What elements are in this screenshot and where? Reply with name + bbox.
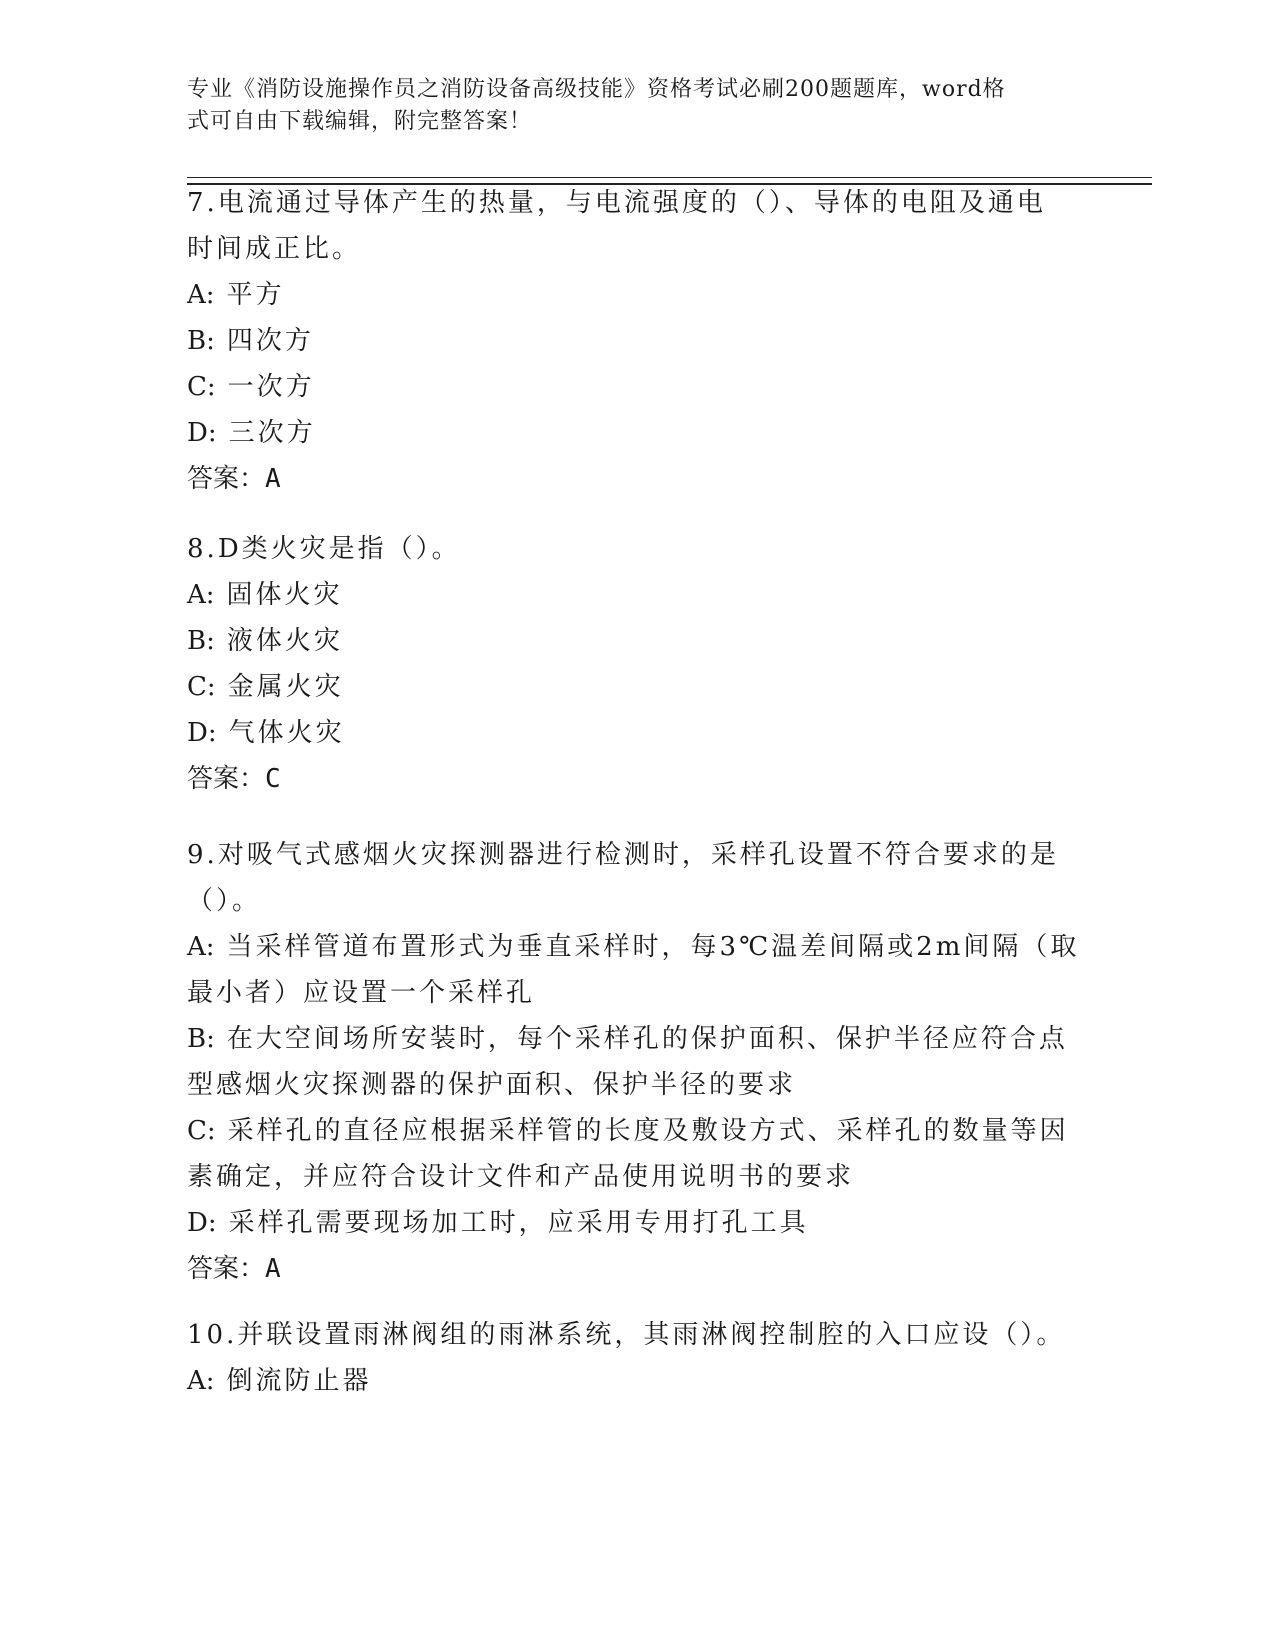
- option-text: 四次方: [226, 326, 314, 356]
- option-text-line-1: 在大空间场所安装时，每个采样孔的保护面积、保护半径应符合点: [226, 1024, 1068, 1054]
- question-text-line-1: 电流通过导体产生的热量，与电流强度的（）、导体的电阻及通电: [217, 188, 1046, 218]
- option-c: C: 一次方: [187, 372, 315, 402]
- answer-label: 答案：: [187, 1254, 266, 1284]
- answer-line: [187, 456, 1087, 502]
- question-text-line-1: 对吸气式感烟火灾探测器进行检测时，采样孔设置不符合要求的是: [217, 840, 1059, 870]
- question-10: [187, 1312, 1087, 1404]
- question-number: 9.: [187, 840, 218, 870]
- answer-line: [187, 756, 1087, 802]
- header-line-1: 专业《消防设施操作员之消防设备高级技能》资格考试必刷200题题库，word格: [187, 77, 1006, 102]
- option-a: A: 当采样管道布置形式为垂直采样时，每3℃温差间隔或2m间隔（取: [187, 932, 1080, 962]
- option-text-line-1: 采样孔的直径应根据采样管的长度及敷设方式、采样孔的数量等因: [227, 1116, 1069, 1146]
- option-text: 三次方: [228, 418, 316, 448]
- option-text: 平方: [226, 280, 285, 310]
- option-b: B: 液体火灾: [187, 626, 343, 656]
- document-header: [187, 74, 1087, 138]
- answer-value: A: [265, 1254, 281, 1284]
- option-text: 固体火灾: [226, 580, 343, 610]
- option-text-line-1: 当采样管道布置形式为垂直采样时，每3℃温差间隔或2m间隔（取: [226, 932, 1080, 962]
- option-text: 一次方: [227, 372, 315, 402]
- question-text: [187, 1312, 1087, 1358]
- option-c: C: 金属火灾: [187, 672, 344, 702]
- answer-value: A: [265, 464, 281, 494]
- option-text-line-1: 采样孔需要现场加工时，应采用专用打孔工具: [228, 1208, 809, 1238]
- option-text-line-2: 型感烟火灾探测器的保护面积、保护半径的要求: [187, 1070, 797, 1100]
- answer-line: [187, 1246, 1087, 1292]
- option-text: 倒流防止器: [226, 1366, 372, 1396]
- answer-label: 答案：: [187, 764, 266, 794]
- question-number: 8.: [187, 534, 218, 564]
- question-number: 7.: [187, 188, 218, 218]
- question-number: 10.: [187, 1320, 238, 1350]
- header-divider-thin: [187, 177, 1152, 178]
- question-text-line-1: D类火灾是指（）。: [217, 534, 461, 564]
- option-text-line-2: 素确定，并应符合设计文件和产品使用说明书的要求: [187, 1162, 855, 1192]
- option-d: D: 三次方: [187, 418, 316, 448]
- question-text-line-2: 时间成正比。: [187, 234, 362, 264]
- question-text: [187, 832, 1087, 878]
- option-a: A: 平方: [187, 280, 285, 310]
- option-d: D: 采样孔需要现场加工时，应采用专用打孔工具: [187, 1208, 809, 1238]
- option-a: A: 固体火灾: [187, 580, 343, 610]
- option-d: D: 气体火灾: [187, 718, 345, 748]
- option-text-line-2: 最小者）应设置一个采样孔: [187, 978, 536, 1008]
- question-text-line-1: 并联设置雨淋阀组的雨淋系统，其雨淋阀控制腔的入口应设（）。: [237, 1320, 1066, 1350]
- option-text: 气体火灾: [228, 718, 345, 748]
- option-text: 金属火灾: [227, 672, 344, 702]
- option-b: B: 在大空间场所安装时，每个采样孔的保护面积、保护半径应符合点: [187, 1024, 1068, 1054]
- question-text-line-2: （）。: [187, 886, 262, 916]
- question-8: [187, 526, 1087, 802]
- question-text: [187, 180, 1087, 226]
- option-text: 液体火灾: [226, 626, 343, 656]
- question-9: [187, 832, 1087, 1292]
- question-7: [187, 180, 1087, 502]
- option-b: B: 四次方: [187, 326, 314, 356]
- option-a: A: 倒流防止器: [187, 1366, 372, 1396]
- header-line-2: 式可自由下载编辑，附完整答案！: [187, 109, 533, 134]
- answer-value: C: [265, 764, 281, 794]
- answer-label: 答案：: [187, 464, 266, 494]
- option-c: C: 采样孔的直径应根据采样管的长度及敷设方式、采样孔的数量等因: [187, 1116, 1069, 1146]
- question-text: [187, 526, 1087, 572]
